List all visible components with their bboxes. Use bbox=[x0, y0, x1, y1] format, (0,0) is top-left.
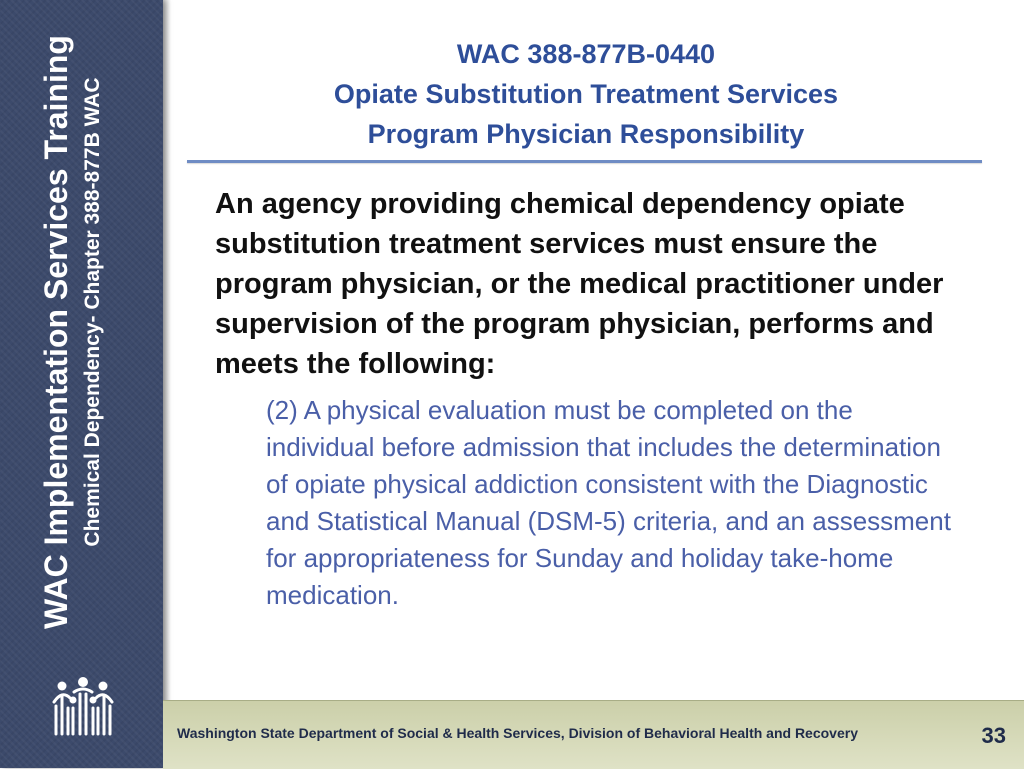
title-line-code: WAC 388-877B-0440 bbox=[456, 39, 716, 69]
title-line-service: Opiate Substitution Treatment Services bbox=[333, 79, 839, 109]
family-figures-icon bbox=[50, 676, 116, 738]
title-line-topic: Program Physician Responsibility bbox=[367, 119, 805, 149]
sidebar-shadow bbox=[163, 0, 171, 768]
sidebar-main-title: WAC Implementation Services Training bbox=[38, 35, 74, 629]
slide-title bbox=[190, 34, 982, 154]
title-divider bbox=[187, 160, 982, 163]
sidebar-banner bbox=[0, 0, 163, 768]
footer-bar bbox=[163, 700, 1024, 769]
footer-organization: Washington State Department of Social & Health Services, Division of Behavioral Health and Recovery bbox=[177, 725, 858, 741]
sidebar-subtitle: Chemical Dependency- Chapter 388-877B WAC bbox=[81, 77, 104, 547]
requirement-point: (2) A physical evaluation must be completed on the individual before admission that includes the determination of opiate physical addiction consistent with the Diagnostic and Statistical Manual (DSM-5) criteria, and an assessment for appropriateness for Sunday and holiday take-home medication. bbox=[266, 395, 951, 610]
intro-paragraph: An agency providing chemical dependency opiate substitution treatment services must ensure the program physician, or the medical practitioner under supervision of the program physician, performs and meets the following: bbox=[215, 188, 944, 380]
page-number: 33 bbox=[981, 723, 1006, 748]
